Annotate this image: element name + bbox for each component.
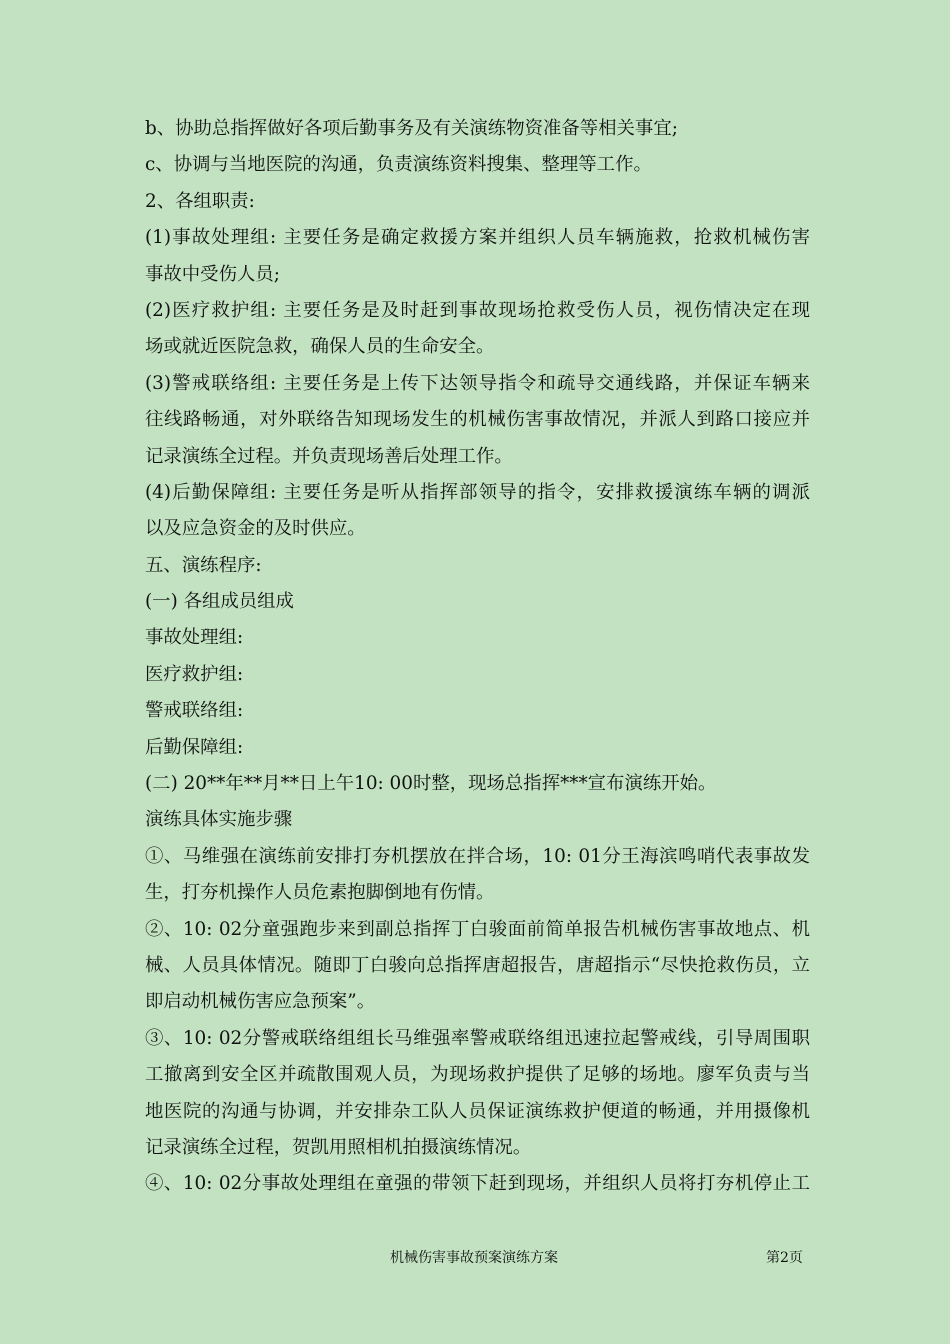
- text-line: 以及应急资金的及时供应。: [145, 518, 366, 540]
- text-line: 后勤保障组:: [145, 736, 244, 758]
- text-line: 地医院的沟通与协调，并安排杂工队人员保证演练救护便道的畅通，并用摄像机: [145, 1100, 810, 1122]
- text-line: ④、10: 02分事故处理组在童强的带领下赶到现场，并组织人员将打夯机停止工: [145, 1173, 810, 1195]
- text-line: ②、10: 02分童强跑步来到副总指挥丁白骏面前简单报告机械伤害事故地点、机: [145, 918, 810, 940]
- text-line: 生，打夯机操作人员危素抱脚倒地有伤情。: [145, 882, 495, 904]
- text-line: 演练具体实施步骤: [145, 809, 293, 831]
- text-line: ①、马维强在演练前安排打夯机摆放在拌合场，10: 01分王海滨鸣哨代表事故发: [145, 845, 810, 867]
- text-line: 往线路畅通，对外联络告知现场发生的机械伤害事故情况，并派人到路口接应并: [145, 409, 810, 431]
- text-line: (4)后勤保障组: 主要任务是听从指挥部领导的指令，安排救援演练车辆的调派: [145, 481, 810, 503]
- text-line: (2)医疗救护组: 主要任务是及时赶到事故现场抢救受伤人员，视伤情决定在现: [145, 299, 810, 321]
- text-line: 事故处理组:: [145, 627, 244, 649]
- footer-title: 机械伤害事故预案演练方案: [390, 1250, 558, 1266]
- page-footer: [0, 1246, 950, 1270]
- text-line: 记录演练全过程，贺凯用照相机拍摄演练情况。: [145, 1136, 532, 1158]
- text-line: 即启动机械伤害应急预案”。: [145, 991, 376, 1013]
- text-line: 场或就近医院急救，确保人员的生命安全。: [145, 336, 495, 358]
- text-line: b、协助总指挥做好各项后勤事务及有关演练物资准备等相关事宜;: [145, 118, 678, 139]
- text-line: 械、人员具体情况。随即丁白骏向总指挥唐超报告，唐超指示“尽快抢救伤员，立: [145, 954, 810, 976]
- document-body: [145, 111, 810, 1203]
- subsection-heading: (二) 20**年**月**日上午10: 00时整，现场总指挥***宣布演练开始。: [145, 773, 717, 795]
- section-heading: 五、演练程序:: [145, 554, 262, 576]
- text-line: c、协调与当地医院的沟通，负责演练资料搜集、整理等工作。: [145, 154, 652, 176]
- text-line: 记录演练全过程。并负责现场善后处理工作。: [145, 445, 513, 467]
- text-line: 事故中受伤人员;: [145, 263, 280, 285]
- text-line: 工撤离到安全区并疏散围观人员，为现场救护提供了足够的场地。廖军负责与当: [145, 1064, 810, 1086]
- page-number: 第2页: [766, 1250, 803, 1266]
- text-line: (1)事故处理组: 主要任务是确定救援方案并组织人员车辆施救，抢救机械伤害: [145, 227, 810, 249]
- text-line: ③、10: 02分警戒联络组组长马维强率警戒联络组迅速拉起警戒线，引导周围职: [145, 1027, 810, 1049]
- text-line: (3)警戒联络组: 主要任务是上传下达领导指令和疏导交通线路，并保证车辆来: [145, 372, 810, 394]
- subsection-heading: (一) 各组成员组成: [145, 591, 294, 613]
- section-heading: 2、各组职责:: [145, 190, 255, 212]
- text-line: 警戒联络组:: [145, 700, 244, 722]
- text-line: 医疗救护组:: [145, 663, 244, 685]
